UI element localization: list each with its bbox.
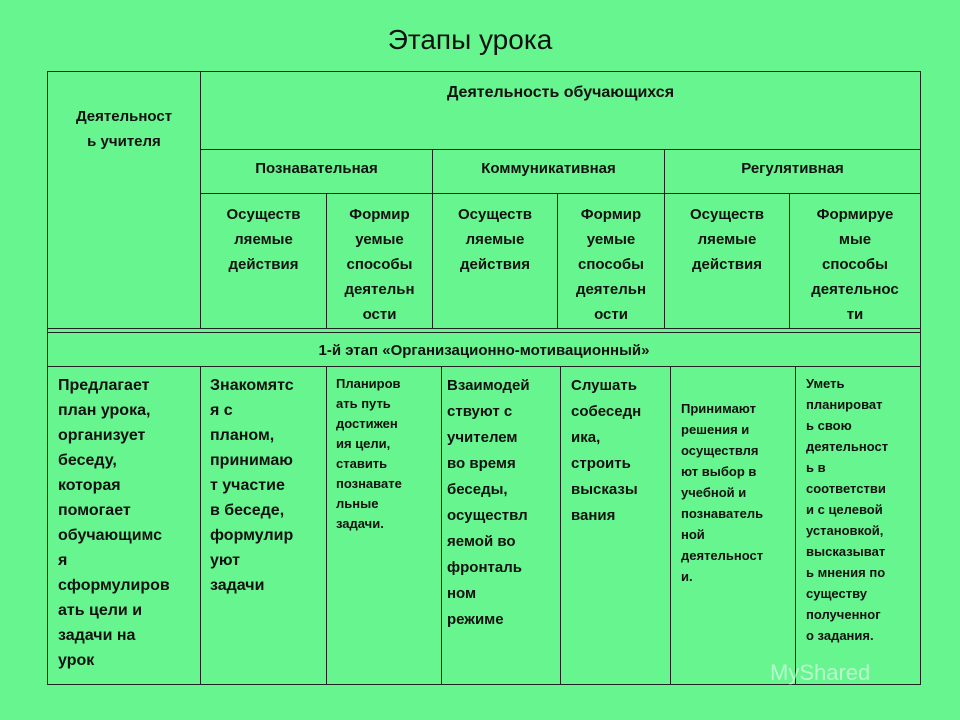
- header-sub-actions: Осуществ ляемые действия: [457, 206, 533, 273]
- header-group-communicative: Коммуникативная: [481, 160, 616, 177]
- communicative-methods-cell: Слушать собеседн ика, строить высказы вания: [571, 377, 642, 524]
- teacher-activity-cell: Предлагает план урока, организует беседу, которая помогает обучающимс я сформулиров ать цели и задачи на урок: [58, 377, 170, 669]
- header-group-cognitive: Познавательная: [255, 160, 378, 177]
- watermark-logo: MyShared: [770, 660, 871, 685]
- stage-title: 1-й этап «Организационно-мотивационный»: [318, 342, 650, 359]
- header-sub-actions: Осуществ ляемые действия: [689, 206, 765, 273]
- communicative-actions-cell: Взаимодей ствуют с учителем во время беседы, осуществл яемой во фронталь ном режиме: [447, 377, 530, 628]
- cognitive-actions-cell: Знакомятс я с планом, принимаю т участие в беседе, формулир уют задачи: [210, 377, 294, 594]
- header-sub-actions: Осуществ ляемые действия: [226, 206, 301, 273]
- regulative-methods-cell: Уметь планироват ь свою деятельност ь в соответстви и с целевой установкой, высказыват ь мнения по существу полученног о задания.: [806, 376, 889, 643]
- header-sub-methods: Формир уемые способы деятельн ости: [575, 206, 647, 323]
- regulative-actions-cell: Принимают решения и осуществля ют выбор в учебной и познаватель ной деятельност и.: [681, 401, 764, 584]
- header-teacher-activity: Деятельност ь учителя: [75, 108, 173, 150]
- cognitive-methods-cell: Планиров ать путь достижен ия цели, ставить познавате льные задачи.: [336, 376, 402, 531]
- header-student-activity: Деятельность обучающихся: [446, 84, 675, 101]
- header-sub-methods: Формируе мые способы деятельнос ти: [811, 206, 899, 323]
- header-group-regulative: Регулятивная: [741, 160, 844, 177]
- page-title: Этапы урока: [387, 24, 553, 55]
- header-sub-methods: Формир уемые способы деятельн ости: [344, 206, 415, 323]
